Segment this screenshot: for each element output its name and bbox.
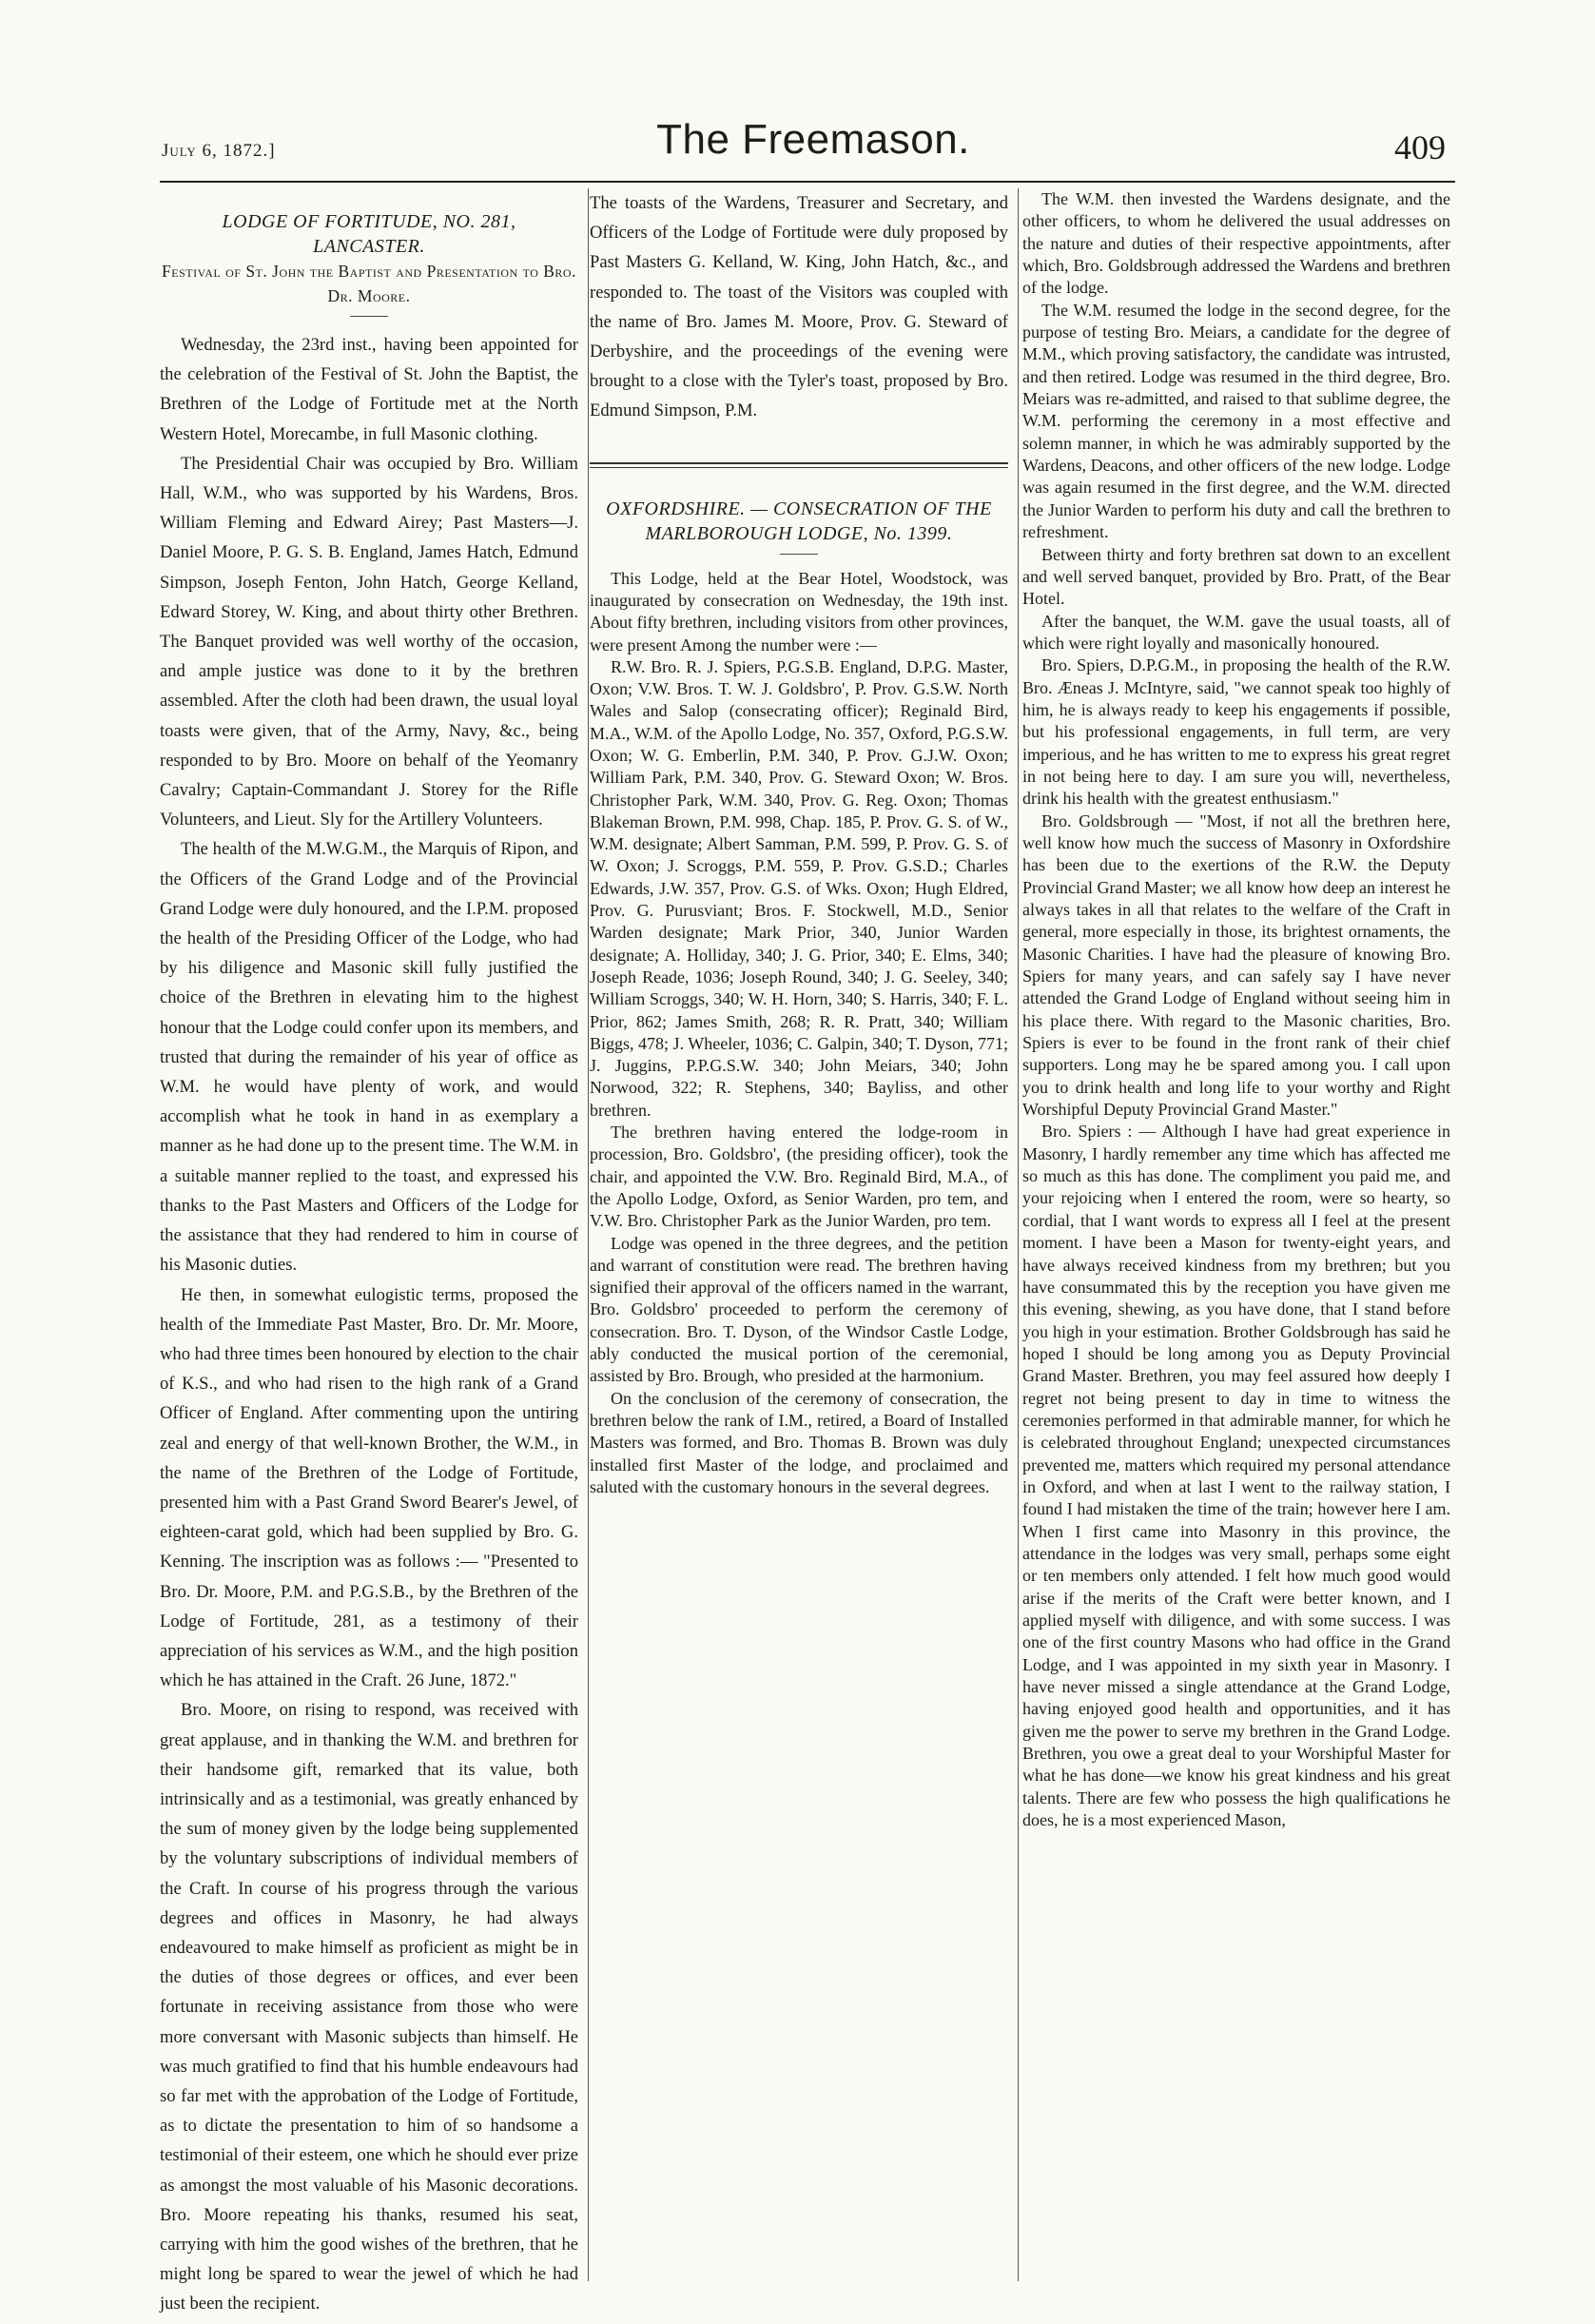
article-subtitle: Festival of St. John the Baptist and Presentation to Bro. Dr. Moore. <box>162 262 576 305</box>
issue-date: July 6, 1872.] <box>162 141 276 161</box>
paragraph: The health of the M.W.G.M., the Marquis of Ripon, and the Officers of the Grand Lodge and of the Provincial Grand Lodge were duly honoured, and the I.P.M. proposed the health of the Presiding Officer of the Lodge, who had by his diligence and Masonic skill fully justified the choice of the Brethren in elevating him to the highest honour that the Lodge could confer upon its members, and trusted that during the remainder of his year of office as W.M. he would have plenty of work, and would accomplish what he took in hand in as exemplary a manner as he had done up to the present time. The W.M. in a suitable manner replied to the toast, and expressed his thanks to the Past Masters and Officers of the Lodge for the assistance that they had rendered to him in course of his Masonic duties. <box>160 839 578 1276</box>
title-rule <box>350 316 388 317</box>
column-1 <box>160 188 589 2314</box>
paragraph: The toasts of the Wardens, Treasurer and Secretary, and Officers of the Lodge of Fortitude were duly proposed by Past Masters G. Kelland, W. King, John Hatch, &c., and responded to. The toast of the Visitors was coupled with the name of Bro. James M. Moore, Prov. G. Steward of Derbyshire, and the proceedings of the evening were brought to a close with the Tyler's toast, proposed by Bro. Edmund Simpson, P.M. <box>590 193 1008 421</box>
paragraph: Lodge was opened in the three degrees, and the petition and warrant of constitution were read. The brethren having signified their approval of the officers named in the warrant, Bro. Goldsbro' proceeded to perform the ceremony of consecration. Bro. T. Dyson, of the Windsor Castle Lodge, ably conducted the musical portion of the ceremonial, assisted by Bro. Brough, who presided at the harmonium. <box>590 1233 1008 1386</box>
paragraph: After the banquet, the W.M. gave the usual toasts, all of which were right loyally and masonically honoured. <box>1022 611 1450 653</box>
paragraph: The W.M. resumed the lodge in the second degree, for the purpose of testing Bro. Meiars, a candidate for the degree of M.M., which proving satisfactory, the candidate was intrusted, and then retired. Lodge was resumed in the third degree, Bro. Meiars was re-admitted, and raised to that sublime degree, the W.M. performing the ceremony in a most effective and solemn manner, in which he was admirably supported by the Wardens, Deacons, and other officers of the new lodge. Lodge was again resumed in the first degree, and the W.M. directed the Junior Warden to perform his duty and call the brethren to refreshment. <box>1022 300 1450 542</box>
paragraph: Bro. Spiers : — Although I have had great experience in Masonry, I hardly remember any time which has affected me so much as this has done. The compliment you paid me, and your rejoicing when I entered the room, were so hearty, so cordial, that I want words to express all I feel at the present moment. I have been a Mason for twenty-eight years, and have always received kindness from my brethren; but you have consummated this by the reception you have given me this evening, shewing, as you have done, that I stand before you high in your estimation. Brother Goldsbrough has said he hoped I should be long among you as Deputy Provincial Grand Master. Brethren, you may feel assured how deeply I regret not being present to day in time to witness the ceremonies performed in that admirable manner, for which he is celebrated throughout England; unexpected circumstances prevented me, matters which required my personal attendance in Oxford, and when at last I went to the railway station, I found I had mistaken the time of the train; however here I am. When I first came into Masonry in this province, the attendance in the lodges was very small, perhaps some eight or ten members only attended. I felt how much good would arise if the merits of the Craft were better known, and I applied myself with diligence, and with some success. I was one of the first country Masons who had office in the Grand Lodge, and I was appointed in my sixth year in Masonry. I have never missed a single attendance at the Grand Lodge, having enjoyed good health and opportunities, and it has given me the power to serve my brethren in the Grand Lodge. Brethren, you owe a great deal to your Worshipful Master for what he has done—we know his great kindness and his great talents. There are few who possess the high qualifications he does, he is a most experienced Mason, <box>1022 1122 1450 1830</box>
paragraph: On the conclusion of the ceremony of consecration, the brethren below the rank of I.M., retired, a Board of Installed Masters was formed, and Bro. Thomas B. Brown was duly installed first Master of the lodge, and proclaimed and saluted with the customary honours in the several degrees. <box>590 1388 1008 1496</box>
paragraph: The brethren having entered the lodge-room in procession, Bro. Goldsbro', (the presiding officer), took the chair, and appointed the V.W. Bro. Reginald Bird, M.A., of the Apollo Lodge, Oxford, as Senior Warden, pro tem, and V.W. Bro. Christopher Park as the Junior Warden, pro tem. <box>590 1123 1008 1231</box>
paragraph: Bro. Moore, on rising to respond, was received with great applause, and in thanking the W.M. and brethren for their handsome gift, remarked that its value, both intrinsically and as a testimonial, was greatly enhanced by the sum of money given by the lodge being supplemented by the voluntary subscriptions of individual members of the Craft. In course of his progress through the various degrees and offices in Masonry, he had always endeavoured to make himself as proficient as might be in the duties of those degrees or offices, and ever been fortunate in receiving assistance from those who were more conversant with Masonic subjects than himself. He was much gratified to find that his humble endeavours had so far met with the approbation of the Lodge of Fortitude, as to dictate the presentation to him of so handsome a testimonial of their esteem, one which he should ever prize as amongst the most valuable of his Masonic decorations. Bro. Moore repeating his thanks, resumed his seat, carrying with him the good wishes of the brethren, that he might long be spared to wear the jewel of which he had just been the recipient. <box>160 1700 578 2314</box>
article-separator <box>590 462 1008 468</box>
header-rule <box>160 181 1455 183</box>
column-2 <box>590 188 1019 2281</box>
paragraph: The W.M. then invested the Wardens designate, and the other officers, to whom he delivered the usual addresses on the nature and duties of their respective appointments, after which, Bro. Goldsbrough addressed the Wardens and brethren of the lodge. <box>1022 189 1450 298</box>
paragraph: This Lodge, held at the Bear Hotel, Woodstock, was inaugurated by consecration on Wednesday, the 19th inst. About fifty brethren, including visitors from other provinces, were present Among the number were :— <box>590 568 1008 654</box>
paragraph: Bro. Goldsbrough — "Most, if not all the brethren here, well know how much the success of Masonry in Oxfordshire has been due to the exertions of the R.W. the Deputy Provincial Grand Master; we all know how deep an interest he always takes in all that relates to the welfare of the Craft in general, more especially in those, its brightest ornaments, the Masonic Charities. I have had the pleasure of knowing Bro. Spiers for many years, and can safely say I have never attended the Grand Lodge of England without seeing him in his place there. With regard to the Masonic charities, Bro. Spiers is ever to be found in the front rank of their chief supporters. Long may he be spared among you. I call upon you to drink health and long life to your worthy and Right Worshipful Deputy Provincial Grand Master." <box>1022 810 1450 1120</box>
article-title: OXFORDSHIRE. — CONSECRATION OF THE MARLBOROUGH LODGE, No. 1399. <box>606 498 992 544</box>
title-rule <box>780 554 818 555</box>
page-header <box>143 114 1484 171</box>
paragraph: R.W. Bro. R. J. Spiers, P.G.S.B. England, D.P.G. Master, Oxon; V.W. Bros. T. W. J. Goldsbro', P. Prov. G.S.W. North Wales and Salop (consecrating officer); Reginald Bird, M.A., W.M. of the Apollo Lodge, No. 357, Oxford, P.G.S.W. Oxon; W. G. Emberlin, P.M. 340, P. Prov. G.J.W. Oxon; William Park, P.M. 340, Prov. G. Steward Oxon; W. Bros. Christopher Park, W.M. 340, Prov. G. Reg. Oxon; Thomas Blakeman Brown, P.M. 998, Chap. 185, P. Prov. G. S. of W., W.M. designate; Albert Samman, P.M. 599, P. Prov. G. S. of W. Oxon; J. Scroggs, P.M. 559, P. Prov. G.S.D.; Charles Edwards, J.W. 357, Prov. G.S. of Wks. Oxon; Hugh Eldred, Prov. G. Purusviant; Bros. F. Stockwell, M.D., Senior Warden designate; Mark Prior, 340, Junior Warden designate; A. Holliday, 340; J. G. Prior, 340; E. Elms, 340; Joseph Reade, 1036; Joseph Round, 340; J. G. Seeley, 340; William Scroggs, 340; W. H. Horn, 340; S. Harris, 340; F. L. Prior, 862; James Smith, 268; R. R. Pratt, 340; William Biggs, 478; J. Wheeler, 1036; C. Galpin, 340; T. Dyson, 771; J. Juggins, P.P.G.S.W. 340; John Meiars, 340; John Norwood, 322; R. Stephens, 340; Bayliss, and other brethren. <box>590 656 1008 1120</box>
paragraph: Bro. Spiers, D.P.G.M., in proposing the health of the R.W. Bro. Æneas J. McIntyre, said, "we cannot speak too highly of him, he is always ready to keep his engagements if possible, but his professional engagements, in full term, are very imperious, and he has written to me to express his great regret in not being here to day. I am sure you will, nevertheless, drink his health with the greatest enthusiasm." <box>1022 655 1450 809</box>
masthead-title: The Freemason. <box>656 116 970 163</box>
paragraph: Between thirty and forty brethren sat down to an excellent and well served banquet, provided by Bro. Pratt, of the Bear Hotel. <box>1022 544 1450 609</box>
article-title: LODGE OF FORTITUDE, NO. 281, LANCASTER. <box>222 211 516 257</box>
paragraph: He then, in somewhat eulogistic terms, proposed the health of the Immediate Past Master, Bro. Dr. Mr. Moore, who had three times been honoured by election to the chair of K.S., and who had risen to the high rank of a Grand Officer of England. After commenting upon the untiring zeal and energy of that well-known Brother, the W.M., in the name of the Brethren of the Lodge of Fortitude, presented him with a Past Grand Sword Bearer's Jewel, of eighteen-carat gold, which had been supplied by Bro. G. Kenning. The inscription was as follows :— "Presented to Bro. Dr. Moore, P.M. and P.G.S.B., by the Brethren of the Lodge of Fortitude, 281, as a testimony of their appreciation of his services as W.M., and the high position which he has attained in the Craft. 26 June, 1872." <box>160 1284 578 1691</box>
paragraph: The Presidential Chair was occupied by Bro. William Hall, W.M., who was supported by his Wardens, Bros. William Fleming and Edward Airey; Past Masters—J. Daniel Moore, P. G. S. B. England, James Hatch, Edmund Simpson, Joseph Fenton, John Hatch, George Kelland, Edward Storey, W. King, and about thirty other Brethren. The Banquet provided was well worthy of the occasion, and ample justice was done to it by the brethren assembled. After the cloth had been drawn, the usual loyal toasts were given, that of the Army, Navy, &c., being responded to by Bro. Moore on behalf of the Yeomanry Cavalry; Captain-Commandant J. Storey for the Rifle Volunteers, and Lieut. Sly for the Artillery Volunteers. <box>160 453 578 830</box>
column-3 <box>1022 188 1450 2281</box>
page-number: 409 <box>1394 128 1446 166</box>
paragraph: Wednesday, the 23rd inst., having been appointed for the celebration of the Festival of St. John the Baptist, the Brethren of the Lodge of Fortitude met at the North Western Hotel, Morecambe, in full Masonic clothing. <box>160 335 578 444</box>
